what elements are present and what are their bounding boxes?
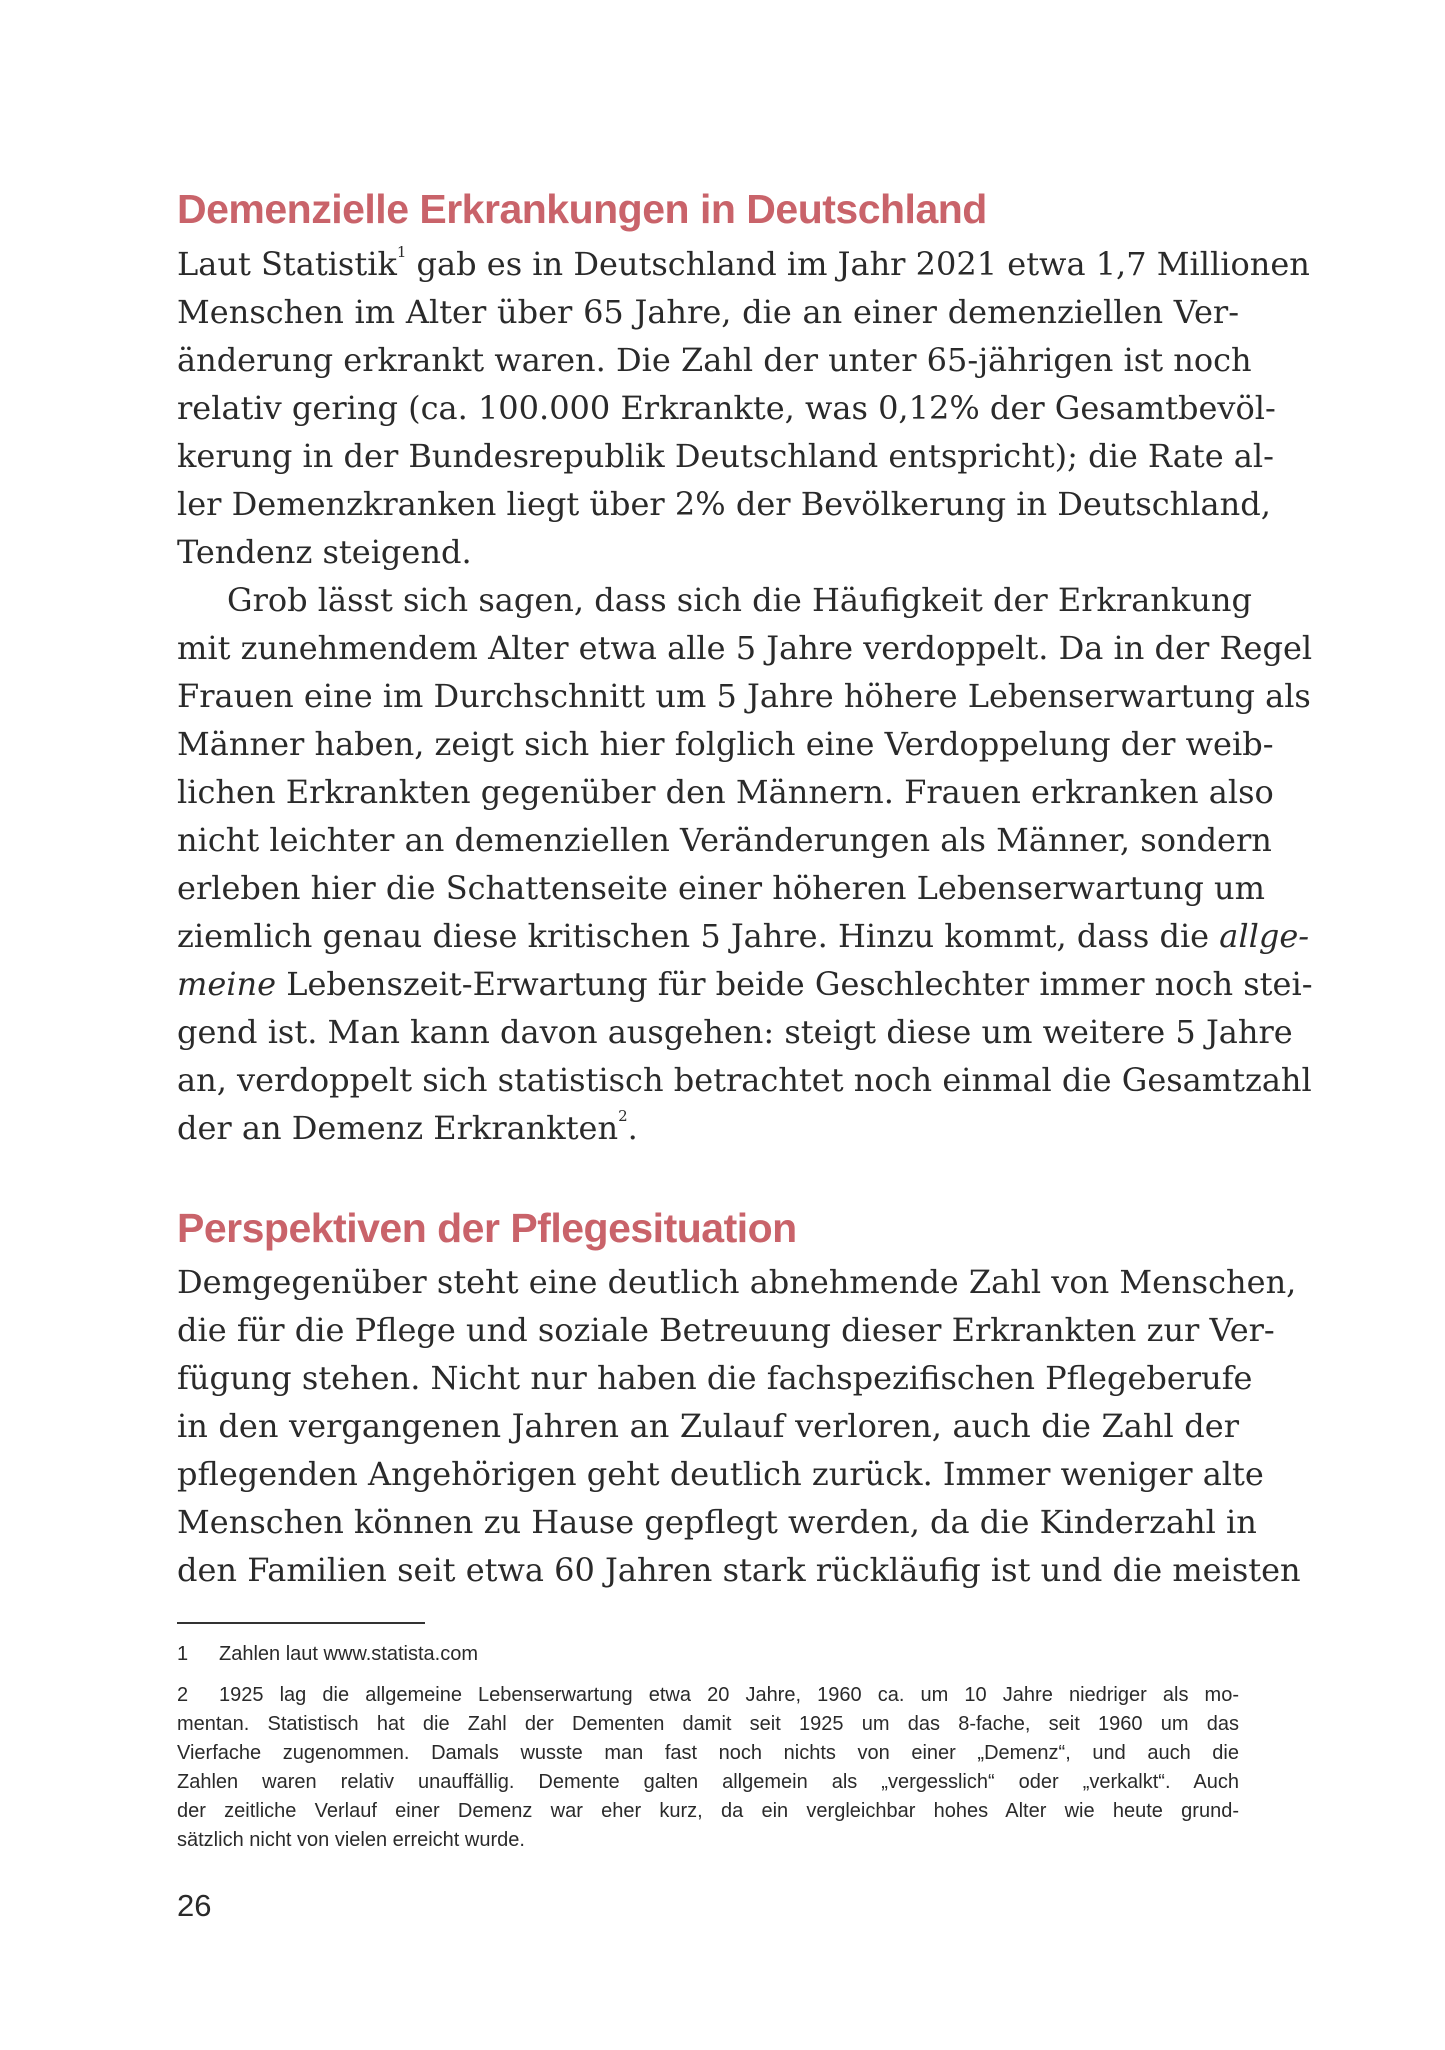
text-line: Frauen eine im Durchschnitt um 5 Jahre höhere Lebenserwartung als: [177, 677, 1311, 715]
text-line: gend ist. Man kann davon ausgehen: steigt diese um weitere 5 Jahre: [177, 1013, 1293, 1051]
footnote-text: Zahlen waren relativ unauffällig. Demente galten allgemein als „vergesslich“ oder „verkalkt“. Auch: [177, 1771, 1239, 1793]
footnote-text: sätzlich nicht von vielen erreicht wurde.: [177, 1829, 525, 1851]
text-segment: ziemlich genau diese kritischen 5 Jahre. Hinzu kommt, dass die: [177, 917, 1220, 955]
text-line: [177, 960, 1313, 1008]
section-heading-care: Perspektiven der Pflegesituation: [177, 1205, 797, 1251]
footnote-text: Vierfache zugenommen. Damals wusste man fast noch nichts von einer „Demenz“, und auch die: [177, 1742, 1239, 1764]
text-segment: der an Demenz Erkrankten: [177, 1109, 619, 1147]
footnote-ref-1[interactable]: 1: [396, 243, 407, 261]
text-line: [177, 240, 1310, 288]
text-line: relativ gering (ca. 100.000 Erkrankte, was 0,12% der Gesamtbevöl-: [177, 389, 1276, 427]
text-line: in den vergangenen Jahren an Zulauf verloren, auch die Zahl der: [177, 1407, 1239, 1445]
text-line: kerung in der Bundesrepublik Deutschland entspricht); die Rate al-: [177, 437, 1274, 475]
text-line: Menschen im Alter über 65 Jahre, die an einer demenziellen Ver-: [177, 293, 1239, 331]
footnote-number: 1: [177, 1643, 189, 1665]
footnote-ref-2[interactable]: 2: [618, 1107, 628, 1125]
text-line: Männer haben, zeigt sich hier folglich eine Verdoppelung der weib-: [177, 725, 1274, 763]
emphasis-text: allge-: [1219, 917, 1310, 955]
text-segment: Lebenszeit-Erwartung für beide Geschlechter immer noch stei-: [276, 965, 1313, 1003]
section-heading-dementia: Demenzielle Erkrankungen in Deutschland: [177, 186, 987, 232]
text-line: [177, 1104, 1239, 1152]
text-line: ler Demenzkranken liegt über 2% der Bevölkerung in Deutschland,: [177, 485, 1271, 523]
text-line: fügung stehen. Nicht nur haben die fachspezifischen Pflegeberufe: [177, 1359, 1253, 1397]
footnote-text: der zeitliche Verlauf einer Demenz war eher kurz, da ein vergleichbar hohes Alter wie heute grund-: [177, 1800, 1239, 1822]
footnote-text: 1925 lag die allgemeine Lebenserwartung etwa 20 Jahre, 1960 ca. um 10 Jahre niedriger als mo-: [219, 1684, 1239, 1706]
footnote-text: Zahlen laut www.statista.com: [219, 1643, 478, 1665]
text-line: [177, 912, 1310, 960]
text-line: pflegenden Angehörigen geht deutlich zurück. Immer weniger alte: [177, 1455, 1264, 1493]
text-line: erleben hier die Schattenseite einer höheren Lebenserwartung um: [177, 869, 1265, 907]
text-line: nicht leichter an demenziellen Veränderungen als Männer, sondern: [177, 821, 1272, 859]
text-line: mit zunehmendem Alter etwa alle 5 Jahre verdoppelt. Da in der Regel: [177, 629, 1313, 667]
text-line: die für die Pflege und soziale Betreuung dieser Erkrankten zur Ver-: [177, 1311, 1275, 1349]
text-segment: Laut Statistik: [177, 245, 397, 283]
text-line: Grob lässt sich sagen, dass sich die Häufigkeit der Erkrankung: [227, 581, 1252, 619]
text-line: Demgegenüber steht eine deutlich abnehmende Zahl von Menschen,: [177, 1263, 1297, 1301]
text-segment: .: [627, 1109, 638, 1147]
text-line: an, verdoppelt sich statistisch betrachtet noch einmal die Gesamtzahl: [177, 1061, 1312, 1099]
footnote-divider: [177, 1622, 425, 1624]
text-line: lichen Erkrankten gegenüber den Männern. Frauen erkranken also: [177, 773, 1274, 811]
text-line: änderung erkrankt waren. Die Zahl der unter 65-jährigen ist noch: [177, 341, 1252, 379]
text-line: Tendenz steigend.: [177, 533, 472, 571]
text-segment: gab es in Deutschland im Jahr 2021 etwa 1,7 Millionen: [406, 245, 1310, 283]
text-line: den Familien seit etwa 60 Jahren stark rückläufig ist und die meisten: [177, 1551, 1301, 1589]
footnote-number: 2: [177, 1684, 189, 1706]
page-number: 26: [177, 1888, 212, 1923]
text-line: Menschen können zu Hause gepflegt werden, da die Kinderzahl in: [177, 1503, 1257, 1541]
footnote-text: mentan. Statistisch hat die Zahl der Dementen damit seit 1925 um das 8-fache, seit 1960 um das: [177, 1713, 1239, 1735]
emphasis-text: meine: [177, 965, 277, 1003]
